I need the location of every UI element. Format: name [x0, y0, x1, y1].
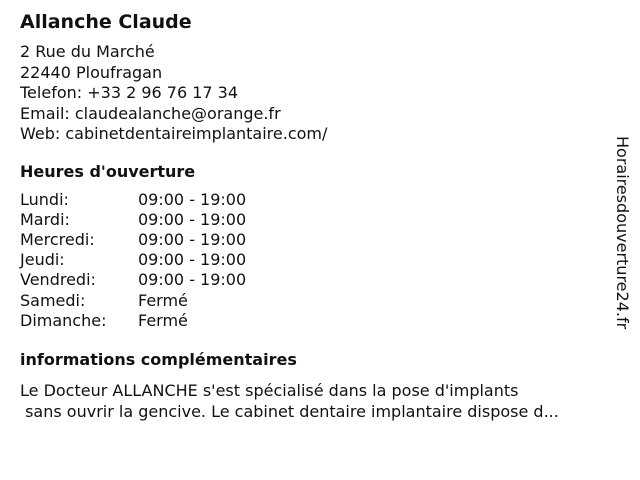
description-line-1: Le Docteur ALLANCHE s'est spécialisé dans la pose d'implants: [20, 380, 519, 400]
hours-row: [20, 291, 610, 311]
hours-day: Lundi:: [20, 189, 69, 209]
hours-time: Fermé: [138, 290, 188, 310]
phone-number: Telefon: +33 2 96 76 17 34: [20, 83, 239, 102]
email-address: Email: claudealanche@orange.fr: [20, 103, 281, 123]
hours-day: Mardi:: [20, 209, 70, 229]
address-street: 2 Rue du Marché: [20, 42, 155, 61]
opening-hours-heading: Heures d'ouverture: [20, 161, 196, 181]
hours-row: [20, 190, 610, 210]
listing-card: [20, 0, 610, 422]
address-city: 22440 Ploufragan: [20, 62, 163, 82]
description-line-2: sans ouvrir la gencive. Le cabinet dentaire implantaire dispose d...: [20, 401, 559, 421]
hours-day: Dimanche:: [20, 310, 107, 330]
hours-time: 09:00 - 19:00: [138, 209, 247, 229]
additional-info-heading: informations complémentaires: [20, 349, 297, 369]
hours-time: 09:00 - 19:00: [138, 189, 247, 209]
hours-time: 09:00 - 19:00: [138, 250, 247, 270]
hours-row: [20, 311, 610, 331]
hours-day: Jeudi:: [20, 250, 65, 270]
site-watermark: Horairesdouverture24.fr: [613, 136, 632, 330]
hours-day: Samedi:: [20, 290, 86, 310]
hours-row: [20, 210, 610, 230]
business-name: Allanche Claude: [20, 11, 192, 33]
hours-row: [20, 250, 610, 270]
hours-day: Vendredi:: [20, 270, 96, 290]
hours-time: 09:00 - 19:00: [138, 229, 247, 249]
hours-time: Fermé: [138, 310, 188, 330]
hours-time: 09:00 - 19:00: [138, 270, 247, 290]
website-link: Web: cabinetdentaireimplantaire.com/: [20, 124, 328, 143]
hours-row: [20, 270, 610, 290]
opening-hours-table: [20, 190, 610, 331]
hours-day: Mercredi:: [20, 229, 95, 249]
hours-row: [20, 230, 610, 250]
